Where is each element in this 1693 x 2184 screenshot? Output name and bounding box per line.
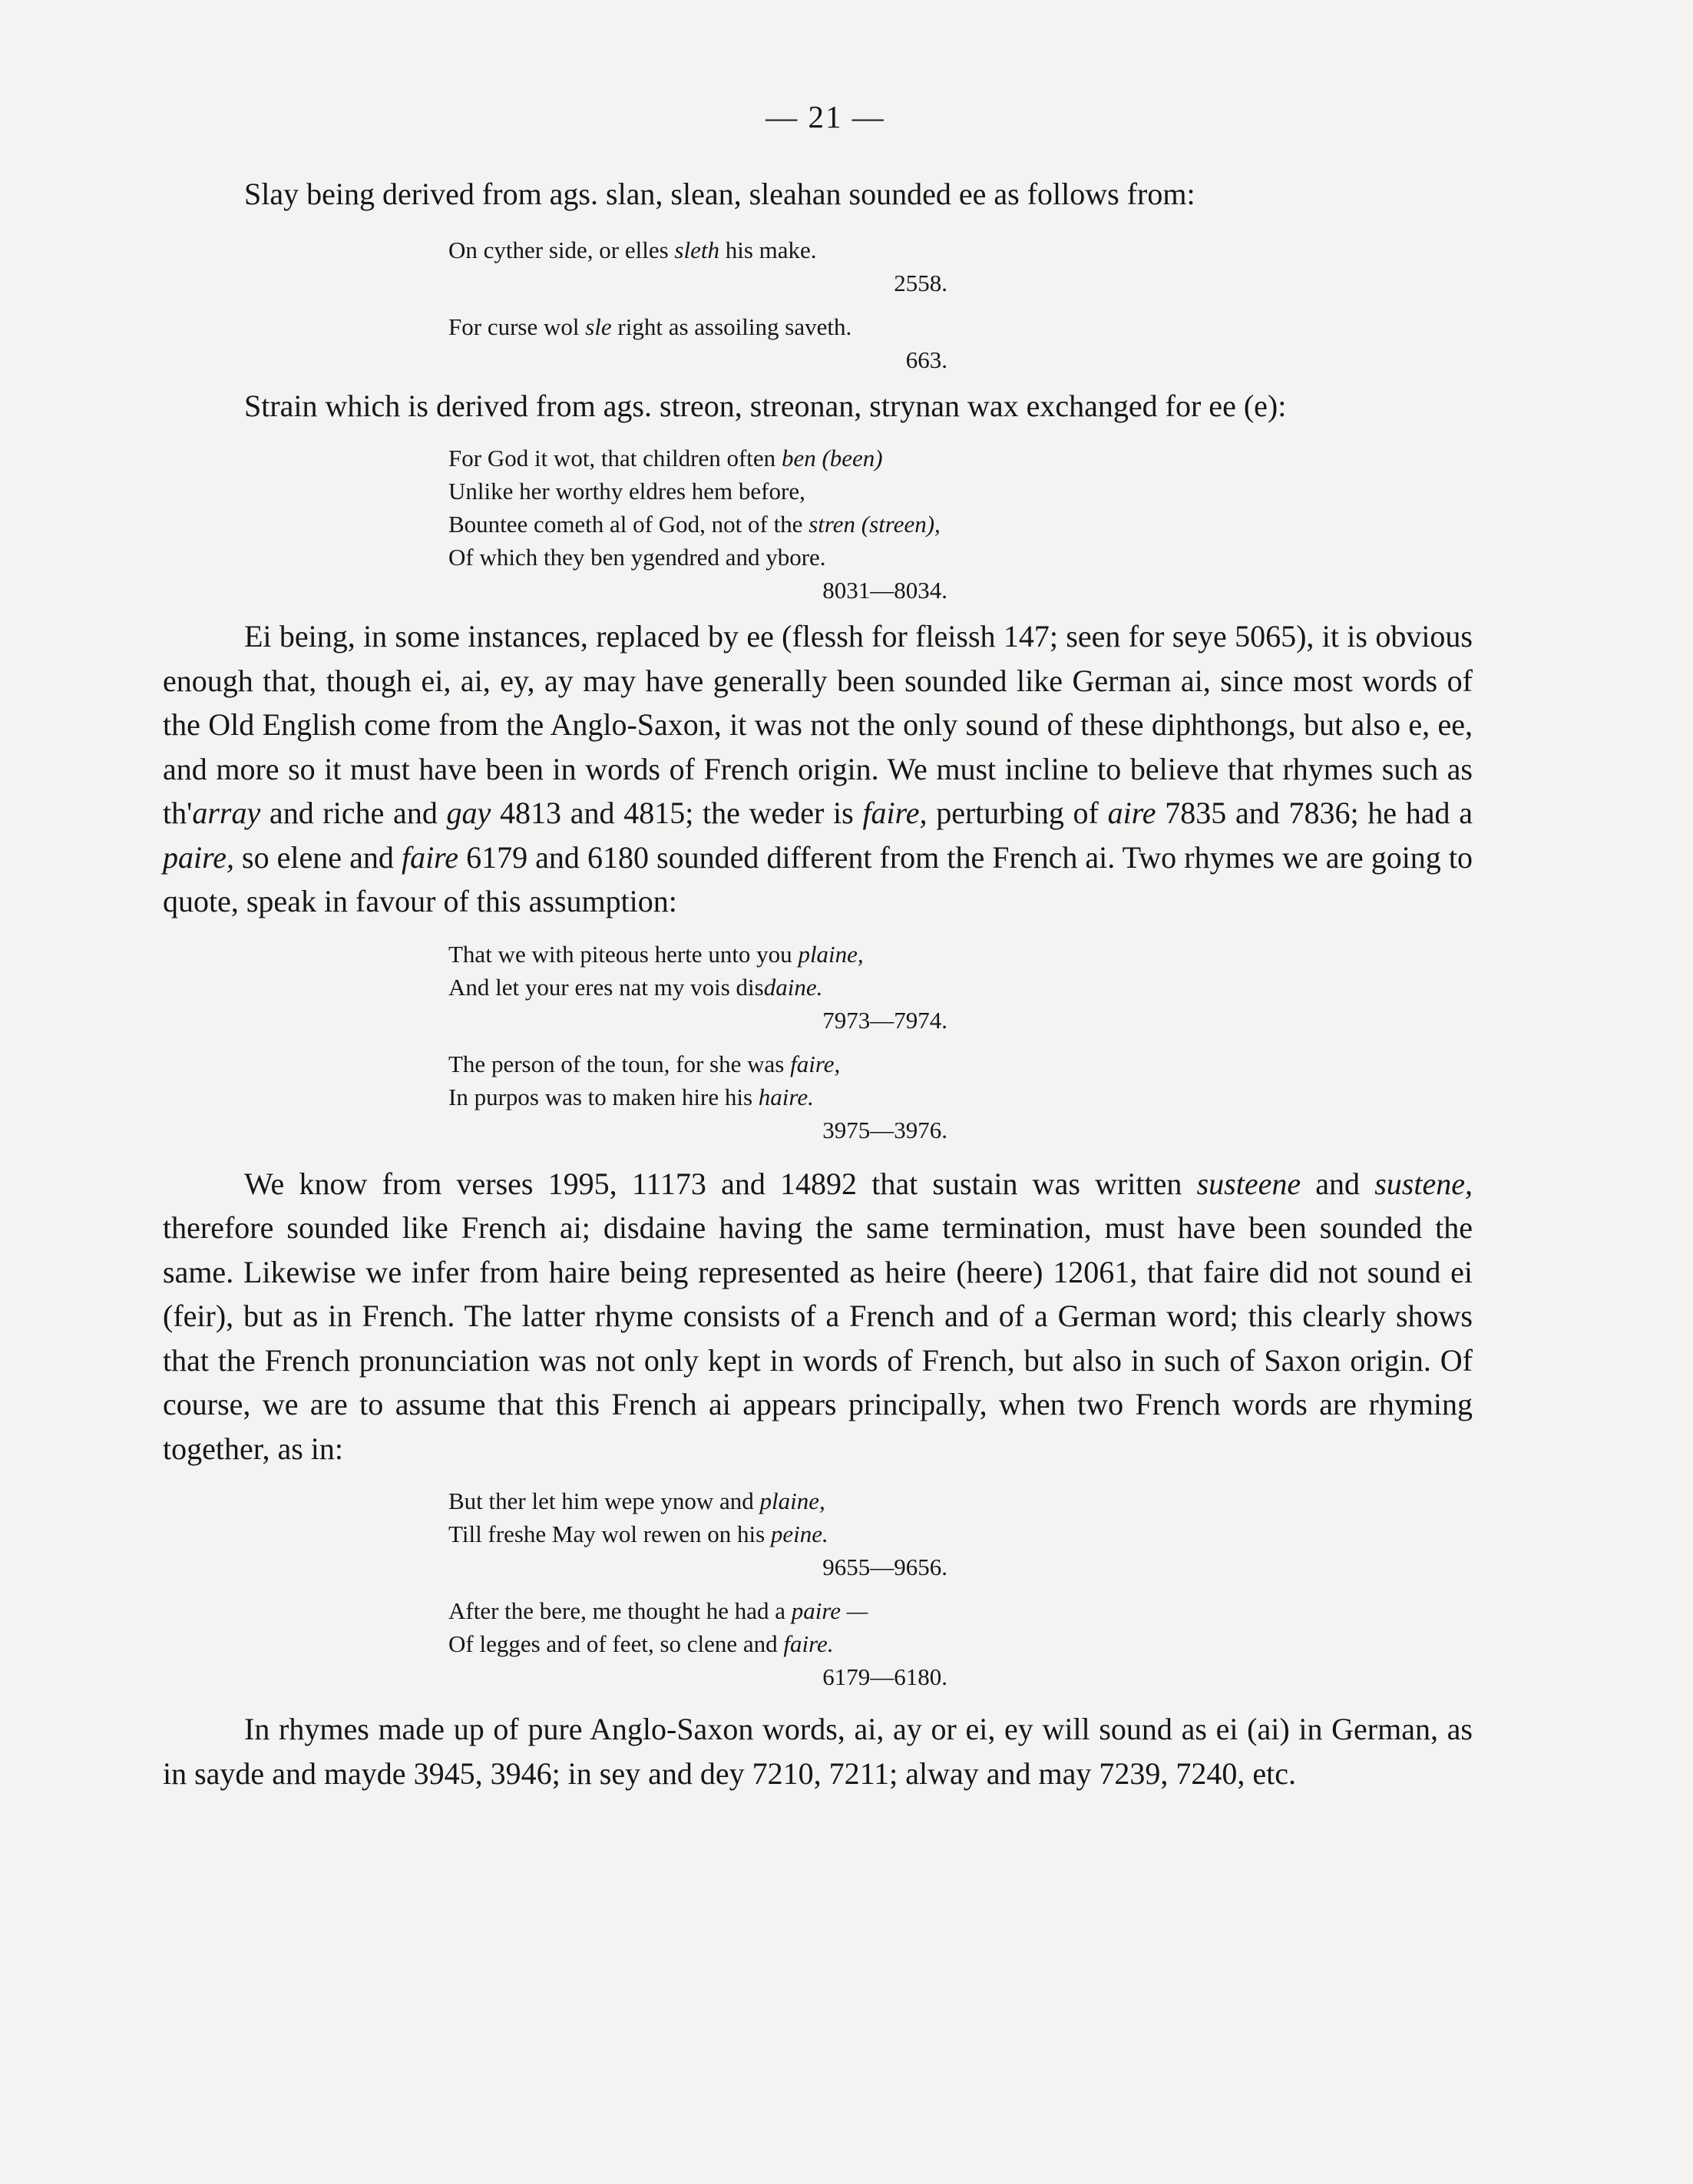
- verse-line: Of which they ben ygendred and ybore.: [448, 544, 826, 571]
- verse-line: For curse wol sle right as assoiling saveth.: [448, 313, 852, 340]
- verse-line: After the bere, me thought he had a paire —: [448, 1597, 868, 1624]
- verse-quote: [448, 1047, 1201, 1147]
- verse-line: Bountee cometh al of God, not of the stren (streen),: [448, 511, 941, 538]
- line-reference: 2558.: [894, 269, 947, 296]
- verse-line: And let your eres nat my vois disdaine.: [448, 973, 823, 1001]
- verse-quote: [448, 442, 1201, 607]
- paragraph: In rhymes made up of pure Anglo-Saxon words, ai, ay or ei, ey will sound as ei (ai) in German, as in sayde and mayde 3945, 3946; in sey and dey 7210, 7211; alway and may 7239, 7240, etc.: [163, 1712, 1473, 1791]
- page-number: — 21 —: [765, 99, 885, 134]
- paragraph: We know from verses 1995, 11173 and 14892 that sustain was written susteene and sustene, therefore sounded like French ai; disdaine having the same termination, must have been sounded the same. Likewise we infer from haire being represented as heire (heere) 12061, that faire did not sound ei (feir), but as in French. The latter rhyme consists of a French and of a German word; this clearly shows that the French pronunciation was not only kept in words of French, but also in such of Saxon origin. Of course, we are to assume that this French ai appears principally, when two French words are rhyming together, as in:: [163, 1166, 1473, 1466]
- verse-quote: [448, 938, 1201, 1037]
- line-reference: 8031—8034.: [822, 577, 947, 604]
- line-reference: 3975—3976.: [822, 1116, 947, 1143]
- line-reference: 6179—6180.: [822, 1663, 947, 1690]
- line-reference: 9655—9656.: [822, 1554, 947, 1580]
- verse-line: Unlike her worthy eldres hem before,: [448, 478, 805, 505]
- verse-quote: [448, 310, 1201, 376]
- verse-line: On cyther side, or elles sleth his make.: [448, 236, 817, 263]
- verse-line: For God it wot, that children often ben (been): [448, 445, 883, 472]
- line-reference: 7973—7974.: [822, 1006, 947, 1034]
- verse-line: That we with piteous herte unto you plaine,: [448, 940, 864, 968]
- body-text: [163, 172, 1473, 1795]
- paragraph: Strain which is derived from ags. streon, streonan, strynan wax exchanged for ee (e):: [244, 388, 1287, 423]
- paragraph: Slay being derived from ags. slan, slean, sleahan sounded ee as follows from:: [244, 177, 1195, 211]
- verse-line: In purpos was to maken hire his haire.: [448, 1083, 814, 1110]
- verse-line: Till freshe May wol rewen on his peine.: [448, 1521, 828, 1547]
- line-reference: 663.: [905, 346, 947, 373]
- paragraph: Ei being, in some instances, replaced by ee (flessh for fleissh 147; seen for seye 5065), it is obvious enough that, though ei, ai, ey, ay may have generally been sounded like German ai, since most words of the Old English come from the Anglo-Saxon, it was not the only sound of these diphthongs, but also e, ee, and more so it must have been in words of French origin. We must incline to believe that rhymes such as th'array and riche and gay 4813 and 4815; the weder is faire, perturbing of aire 7835 and 7836; he had a paire, so elene and faire 6179 and 6180 sounded different from the French ai. Two rhymes we are going to quote, speak in favour of this assumption:: [163, 619, 1473, 918]
- verse-quote: [448, 1594, 1201, 1693]
- verse-line: Of legges and of feet, so clene and faire.: [448, 1630, 834, 1657]
- verse-quote: [448, 1484, 1201, 1583]
- verse-line: But ther let him wepe ynow and plaine,: [448, 1487, 825, 1514]
- verse-line: The person of the toun, for she was faire,: [448, 1050, 841, 1077]
- verse-quote: [448, 233, 1201, 299]
